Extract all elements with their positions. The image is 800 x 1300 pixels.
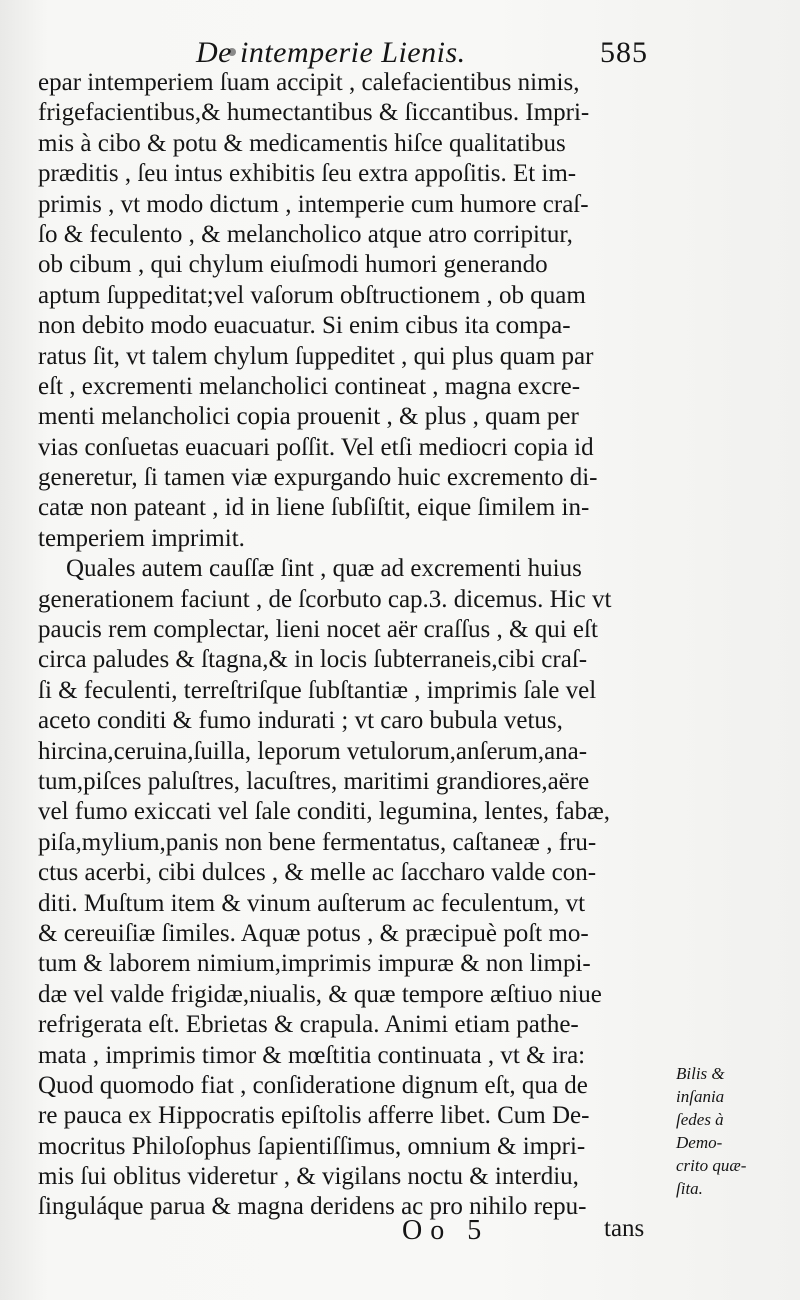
page-footer — [0, 1215, 800, 1255]
text-line: dæ vel valde frigidæ,niualis, & quæ tempore æſtiuo niue — [38, 980, 602, 1008]
text-line: præditis , ſeu intus exhibitis ſeu extra appoſitis. Et im- — [38, 160, 577, 188]
text-line: mis à cibo & potu & medicamentis hiſce qualitatibus — [38, 129, 566, 157]
margin-note — [676, 1062, 786, 1200]
text-line: refrigerata eſt. Ebrietas & crapula. Animi etiam pathe- — [38, 1011, 579, 1039]
text-line: tum,piſces paluſtres, lacuſtres, maritimi grandiores,aëre — [38, 767, 590, 795]
margin-note-line: ſita. — [676, 1179, 703, 1198]
text-line: aptum ſuppeditat;vel vaſorum obſtructionem , ob quam — [38, 281, 586, 309]
text-line: piſa,mylium,panis non bene fermentatus, caſtaneæ , fru- — [38, 828, 597, 856]
text-line: circa paludes & ſtagna,& in locis ſubterraneis,cibi craſ- — [38, 646, 588, 674]
text-line: hircina,ceruina,ſuilla, leporum vetulorum,anſerum,ana- — [38, 737, 588, 765]
text-line: generetur, ſi tamen viæ expurgando huic excremento di- — [38, 464, 598, 492]
text-line: Quod quomodo fiat , conſideratione dignum eſt, qua de — [38, 1071, 588, 1099]
text-line: non debito modo euacuatur. Si enim cibus ita compa- — [38, 312, 571, 340]
text-line: menti melancholici copia prouenit , & plus , quam per — [38, 403, 579, 431]
text-line: ob cibum , qui chylum eiuſmodi humori generando — [38, 251, 548, 279]
text-line: epar intemperiem ſuam accipit , calefacientibus nimis, — [38, 69, 580, 96]
text-line: temperiem imprimit. — [38, 524, 245, 552]
text-line: vel fumo exiccati vel ſale conditi, legumina, lentes, fabæ, — [38, 798, 611, 826]
margin-note-line: Bilis & — [676, 1064, 725, 1083]
text-line: Quales autem cauſſæ ſint , quæ ad excrementi huius — [66, 555, 582, 583]
paragraph-1 — [38, 68, 668, 554]
text-line: & cereuiſiæ ſimiles. Aquæ potus , & præcipuè poſt mo- — [38, 919, 589, 947]
text-line: aceto conditi & fumo indurati ; vt caro bubula vetus, — [38, 707, 563, 735]
text-line: ratus ſit, vt talem chylum ſuppeditet , qui plus quam par — [38, 342, 594, 370]
paragraph-2 — [38, 554, 668, 1223]
running-title: De intemperie Lienis. — [196, 36, 466, 69]
text-line: vias conſuetas euacuari poſſit. Vel etſi mediocri copia id — [38, 433, 594, 461]
text-line: tum & laborem nimium,imprimis impuræ & non limpi- — [38, 950, 591, 978]
text-line: ſo & feculento , & melancholico atque atro corripitur, — [38, 220, 573, 248]
text-line: ctus acerbi, cibi dulces , & melle ac ſaccharo valde con- — [38, 859, 597, 887]
text-line: mocritus Philoſophus ſapientiſſimus, omnium & impri- — [38, 1132, 586, 1160]
text-line: generationem faciunt , de ſcorbuto cap.3. dicemus. Hic vt — [38, 585, 612, 613]
signature-mark: Oo 5 — [402, 1215, 490, 1246]
text-line: mata , imprimis timor & mœſtitia continuata , vt & ira: — [38, 1041, 586, 1069]
text-line: catæ non pateant , id in liene ſubſiſtit, eique ſimilem in- — [38, 494, 590, 522]
text-line: ſi & feculenti, terreſtriſque ſubſtantiæ , imprimis ſale vel — [38, 676, 597, 704]
margin-note-line: Demo- — [676, 1133, 723, 1152]
main-text-block — [38, 68, 668, 1223]
margin-note-line: inſania — [676, 1087, 725, 1106]
text-line: re pauca ex Hippocratis epiſtolis afferre libet. Cum De- — [38, 1102, 590, 1130]
text-line: diti. Muſtum item & vinum auſterum ac feculentum, vt — [38, 889, 586, 917]
catchword: tans — [604, 1215, 645, 1242]
margin-note-line: crito quæ- — [676, 1156, 747, 1175]
text-line: ſinguláque parua & magna deridens ac pro nihilo repu- — [38, 1193, 587, 1221]
text-line: primis , vt modo dictum , intemperie cum humore craſ- — [38, 190, 589, 218]
page-number: 585 — [600, 36, 648, 69]
text-line: frigefacientibus,& humectantibus & ſiccantibus. Impri- — [38, 99, 590, 127]
text-line: mis ſui oblitus videretur , & vigilans noctu & interdiu, — [38, 1163, 579, 1191]
text-line: paucis rem complectar, lieni nocet aër craſſus , & qui eſt — [38, 616, 598, 644]
margin-note-line: ſedes à — [676, 1110, 724, 1129]
text-line: eſt , excrementi melancholici contineat , magna excre- — [38, 372, 581, 400]
